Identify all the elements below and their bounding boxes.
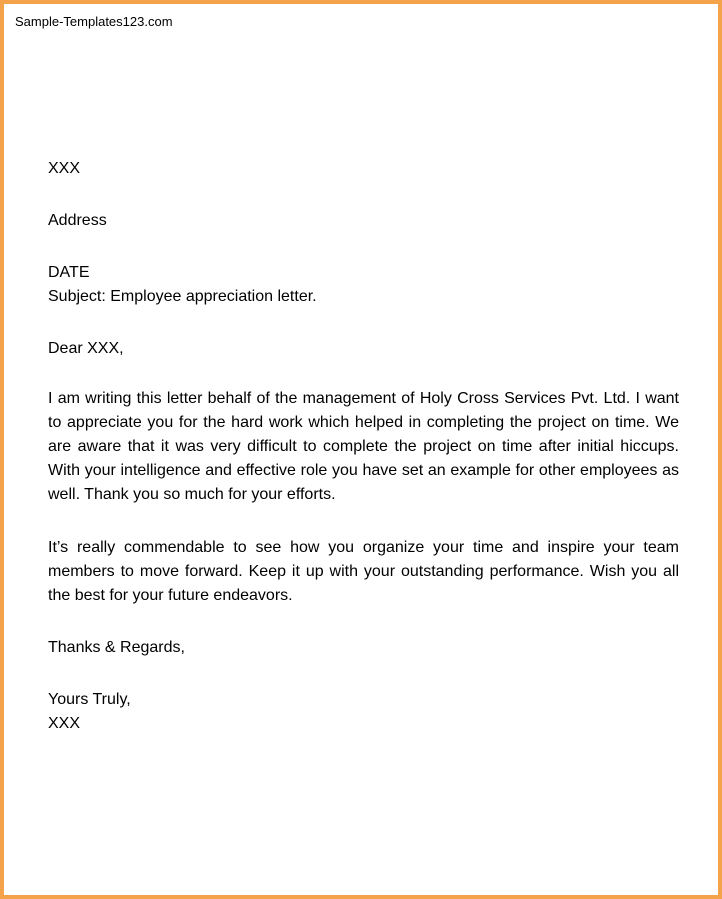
sender-name: XXX [48,715,81,732]
body-paragraph-2: It’s really commendable to see how you organize your time and inspire your team members to move forward. Keep it up with your outstanding performance. Wish you all the best for your future endeavors. [48,539,679,604]
letter-subject: Subject: Employee appreciation letter. [48,288,317,305]
letter-body [48,157,679,736]
closing: Thanks & Regards, [48,639,185,656]
sign-off: Yours Truly, [48,691,131,708]
recipient-name: XXX [48,160,81,177]
recipient-address: Address [48,212,107,229]
site-watermark: Sample-Templates123.com [15,14,173,29]
body-paragraph-1: I am writing this letter behalf of the management of Holy Cross Services Pvt. Ltd. I want to appreciate you for the hard work which helped in completing the project on time. We are aware that it was very difficult to complete the project on time after initial hiccups. With your intelligence and effective role you have set an example for other employees as well. Thank you so much for your efforts. [48,390,679,503]
letter-date: DATE [48,264,90,281]
salutation: Dear XXX, [48,340,124,357]
